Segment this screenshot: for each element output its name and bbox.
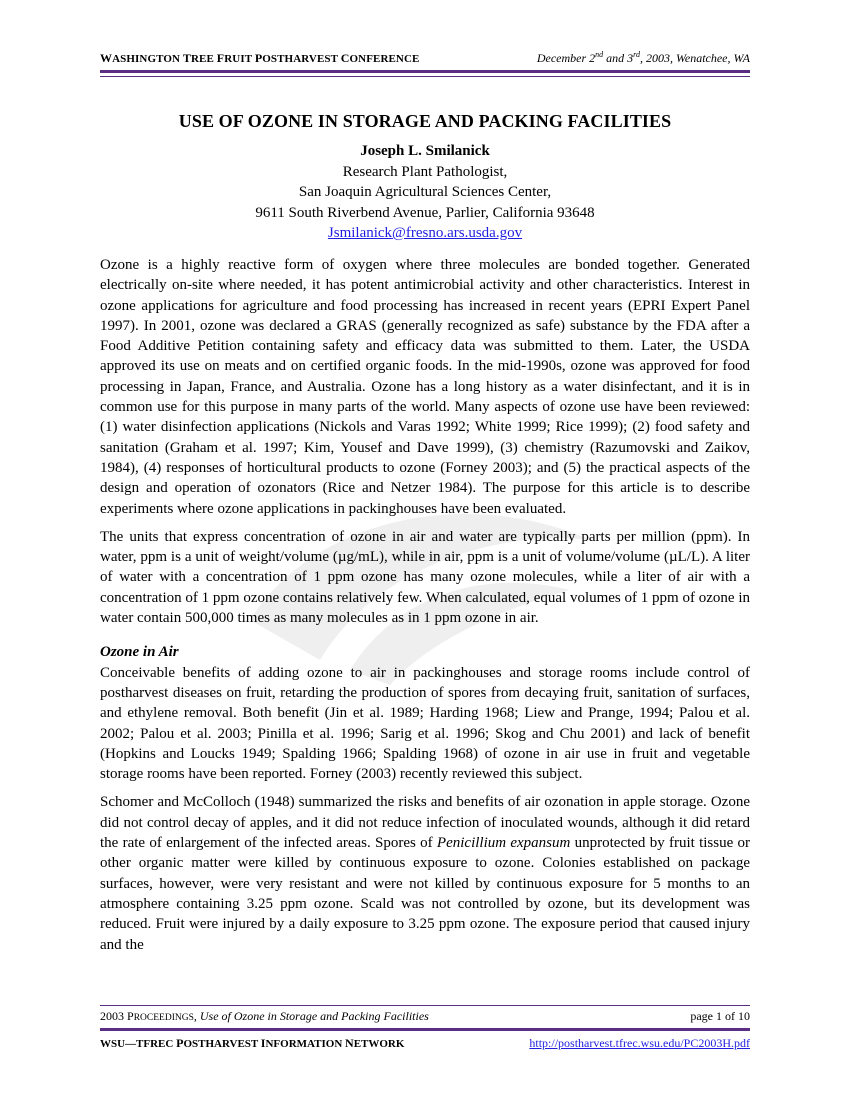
paragraph-1: Ozone is a highly reactive form of oxygen where three molecules are bonded together. Generated electrically on-site where needed, it has potent antimicrobial activity and other characteristics. Interest in ozone applications for agriculture and food processing has increased in recent years (EPRI Expert Panel 1997). In 2001, ozone was declared a GRAS (generally recognized as safe) substance by the FDA after a Food Additive Petition containing safety and efficacy data was submitted to them. Later, the USDA approved its use on meats and on certified organic foods. In the mid-1990s, ozone was approved for food processing in Japan, France, and Australia. Ozone has a long history as a water disinfectant, and it is in common use for this purpose in many parts of the world. Many aspects of ozone use have been reviewed: (1) water disinfection applications (Nickols and Varas 1992; White 1999; Rice 1999); (2) food safety and sanitation (Graham et al. 1997; Kim, Yousef and Dave 1999), (3) chemistry (Razumovski and Zaikov, 1984), (4) responses of horticultural products to ozone (Forney 2003); and (5) the practical aspects of the design and operation of ozonators (Rice and Netzer 1984). The purpose for this article is to describe experiments where ozone applications in packinghouses have been evaluated. — [100, 257, 750, 517]
paper-title: USE OF OZONE IN STORAGE AND PACKING FACILITIES — [178, 111, 672, 131]
footer-network-line — [100, 1036, 750, 1052]
proceedings-label: 2003 PROCEEDINGS, Use of Ozone in Storage and Packing Facilities — [100, 1009, 429, 1023]
page-number: page 1 of 10 — [690, 1009, 750, 1023]
author-organization: San Joaquin Agricultural Sciences Center, — [298, 184, 552, 200]
author-name: Joseph L. Smilanick — [360, 143, 490, 159]
conference-name: WASHINGTON TREE FRUIT POSTHARVEST CONFERENCE — [100, 51, 420, 65]
species-name: Penicillium expansum — [436, 835, 571, 852]
running-header — [100, 50, 750, 68]
section-heading-ozone-in-air: Ozone in Air — [100, 644, 179, 661]
header-rule-thick — [100, 70, 750, 73]
header-rule-thin — [100, 76, 750, 77]
footer-rule-thick — [100, 1028, 750, 1031]
conference-date: December 2nd and 3rd, 2003, Wenatchee, WA — [536, 50, 750, 65]
author-block — [100, 141, 750, 244]
paragraph-4: Schomer and McColloch (1948) summarized the risks and benefits of air ozonation in apple storage. Ozone did not control decay of apples, and it did not reduce infection of inoculated wounds, although it did retard the rate of enlargement of the infected areas. Spores of Penicillium expansum unprotected by fruit tissue or other organic matter were killed by continuous exposure to ozone. Colonies established on package surfaces, however, were very resistant and were not killed by continuous exposure for 5 months to an atmosphere containing 3.25 ppm ozone. Scald was not controlled by ozone, but its development was reduced. Fruit were injured by a daily exposure to 3.25 ppm ozone. The exposure period that caused injury and the — [100, 794, 751, 953]
document-url-link[interactable]: http://postharvest.tfrec.wsu.edu/PC2003H.pdf — [529, 1036, 750, 1050]
network-name: WSU—TFREC POSTHARVEST INFORMATION NETWORK — [100, 1036, 405, 1050]
body-text — [100, 255, 750, 963]
footer-rule-top — [100, 1005, 750, 1006]
paragraph-2: The units that express concentration of ozone in air and water are typically parts per million (ppm). In water, ppm is a unit of weight/volume (µg/mL), while in air, ppm is a unit of volume/volume (µL/L). A liter of water with a concentration of 1 ppm ozone has many ozone molecules, while a liter of air with a concentration of 1 ppm ozone contains relatively few. When calculated, equal volumes of 1 ppm of ozone in water contain 500,000 times as many molecules as in 1 ppm ozone in air. — [100, 528, 750, 627]
author-role: Research Plant Pathologist, — [342, 163, 508, 180]
footer-proceedings-line — [100, 1009, 750, 1025]
author-email-link[interactable]: Jsmilanick@fresno.ars.usda.gov — [327, 225, 523, 241]
paragraph-3: Conceivable benefits of adding ozone to air in packinghouses and storage rooms include control of postharvest diseases on fruit, retarding the production of spores from decaying fruit, sanitation of surfaces, and ethylene removal. Both benefit (Jin et al. 1989; Harding 1968; Liew and Prange, 1994; Palou et al. 2002; Palou et al. 2003; Pinilla et al. 1996; Sarig et al. 1996; Skog and Chu 2001) and lack of benefit (Hopkins and Loucks 1949; Spalding 1966; Spalding 1968) of ozone in air use in fruit and vegetable storage rooms have been reported. Forney (2003) recently reviewed this subject. — [100, 664, 750, 783]
author-address: 9611 South Riverbend Avenue, Parlier, California 93648 — [255, 204, 595, 221]
